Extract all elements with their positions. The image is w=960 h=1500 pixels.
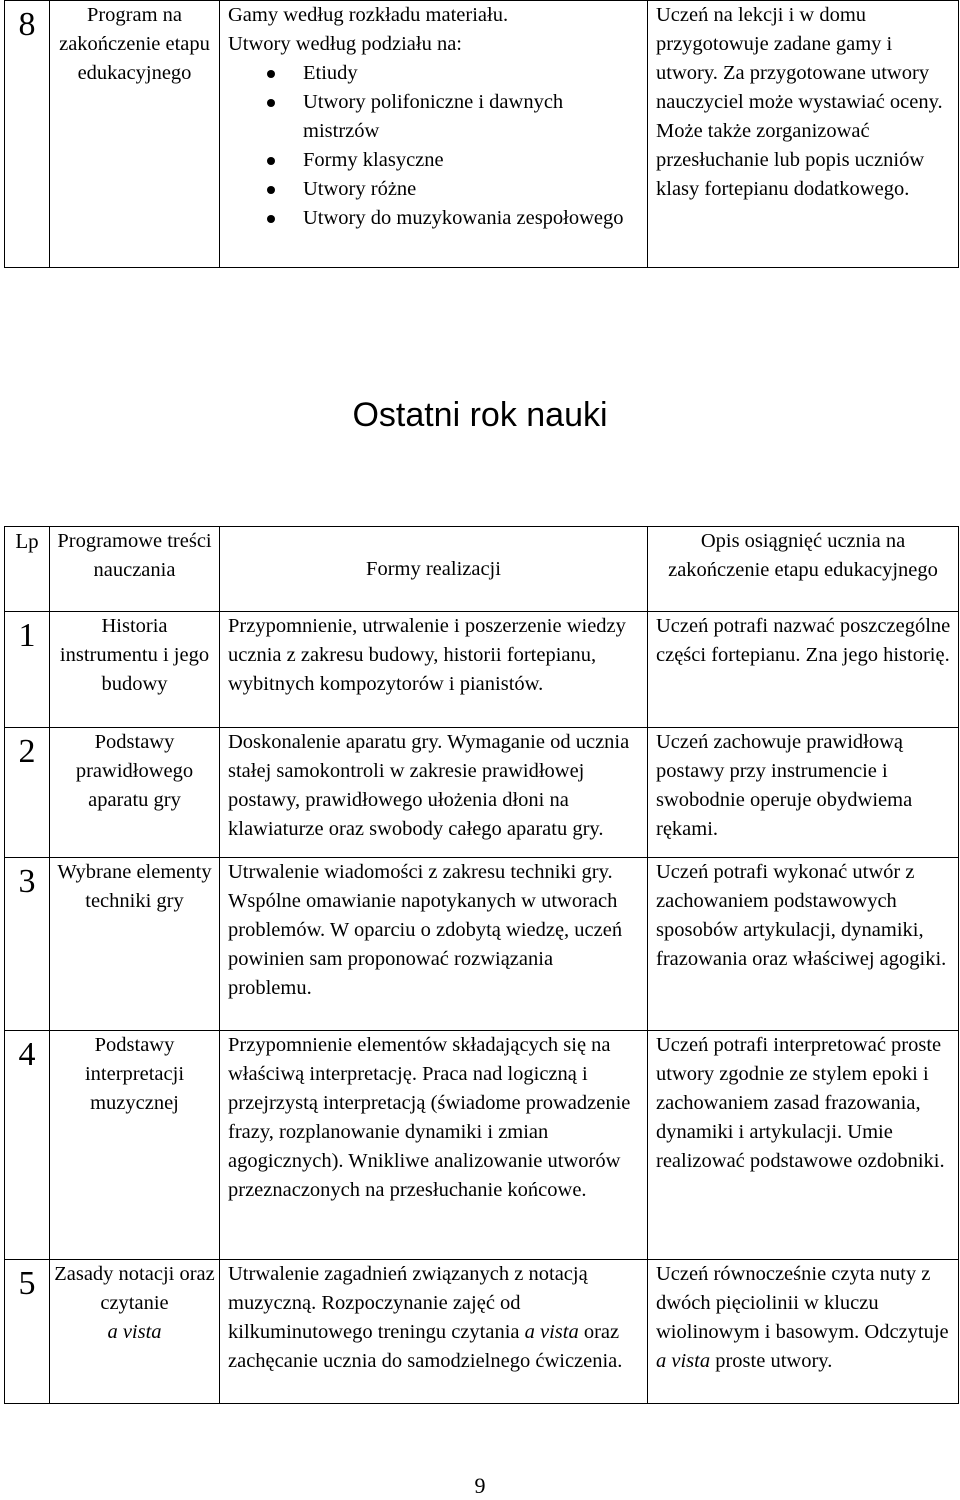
list-item: Utwory różne bbox=[228, 175, 641, 204]
row-number: 2 bbox=[5, 728, 50, 858]
header-forms: Formy realizacji bbox=[220, 527, 648, 612]
outcomes-cell bbox=[648, 1260, 959, 1404]
outcomes-cell: Uczeń zachowuje prawidłową postawy przy instrumencie i swobodnie operuje obydwiema rękami. bbox=[648, 728, 959, 858]
outcomes-text-a: Uczeń równocześnie czyta nuty z dwóch pięciolinii w kluczu wiolinowym i basowym. Odczytuje bbox=[656, 1263, 949, 1343]
content-text: Zasady notacji oraz czytanie bbox=[54, 1263, 215, 1314]
content-cell: Wybrane elementy techniki gry bbox=[50, 858, 220, 1031]
row-number: 3 bbox=[5, 858, 50, 1031]
header-content: Programowe treści nauczania bbox=[50, 527, 220, 612]
outcomes-cell: Uczeń potrafi nazwać poszczególne części fortepianu. Zna jego historię. bbox=[648, 612, 959, 728]
table-row bbox=[5, 1260, 959, 1404]
row-number: 8 bbox=[5, 1, 50, 268]
outcome-cell: Uczeń na lekcji i w domu przygotowuje zadane gamy i utwory. Za przygotowane utwory nauczyciel może wystawiać oceny. Może także zorganizować przesłuchanie lub popis uczniów klasy fortepianu dodatkowego. bbox=[648, 1, 959, 268]
table-row bbox=[5, 1031, 959, 1260]
outcomes-cell: Uczeń potrafi wykonać utwór z zachowaniem podstawowych sposobów artykulacji, dynamiki, frazowania oraz właściwej agogiki. bbox=[648, 858, 959, 1031]
list-item: Utwory do muzykowania zespołowego bbox=[228, 204, 641, 233]
content-cell: Podstawy interpretacji muzycznej bbox=[50, 1031, 220, 1260]
bullet-list bbox=[228, 59, 641, 233]
list-item: Etiudy bbox=[228, 59, 641, 88]
top-table bbox=[4, 0, 959, 268]
header-outcomes: Opis osiągnięć ucznia na zakończenie etapu edukacyjnego bbox=[648, 527, 959, 612]
forms-intro-2: Utwory według podziału na: bbox=[228, 33, 462, 55]
forms-cell: Doskonalenie aparatu gry. Wymaganie od ucznia stałej samokontroli w zakresie prawidłowej postawy, prawidłowego ułożenia dłoni na klawiaturze oraz swobody całego aparatu gry. bbox=[220, 728, 648, 858]
list-item: Utwory polifoniczne i dawnych mistrzów bbox=[228, 88, 641, 146]
section-title: Ostatni rok nauki bbox=[352, 396, 608, 434]
table-row bbox=[5, 728, 959, 858]
content-cell bbox=[50, 1260, 220, 1404]
forms-cell: Przypomnienie, utrwalenie i poszerzenie wiedzy ucznia z zakresu budowy, historii fortepianu, wybitnych kompozytorów i pianistów. bbox=[220, 612, 648, 728]
topic-cell: Program na zakończenie etapu edukacyjnego bbox=[50, 1, 220, 268]
row-number: 4 bbox=[5, 1031, 50, 1260]
table-row bbox=[5, 858, 959, 1031]
page-number: 9 bbox=[474, 1473, 486, 1498]
italic-term: a vista bbox=[524, 1321, 579, 1343]
forms-intro-1: Gamy według rozkładu materiału. bbox=[228, 4, 509, 26]
table-row bbox=[5, 1, 959, 268]
forms-cell bbox=[220, 1, 648, 268]
content-cell: Historia instrumentu i jego budowy bbox=[50, 612, 220, 728]
forms-cell: Przypomnienie elementów składających się na właściwą interpretację. Praca nad logiczną i przejrzystą interpretacją (świadome prowadzenie frazy, rozplanowanie dynamiki i zmian agogicznych). Wnikliwe analizowanie utworów przeznaczonych na przesłuchanie końcowe. bbox=[220, 1031, 648, 1260]
outcomes-cell: Uczeń potrafi interpretować proste utwory zgodnie ze stylem epoki i zachowaniem zasad frazowania, dynamiki i artykulacji. Umie realizować podstawowe ozdobniki. bbox=[648, 1031, 959, 1260]
header-lp: Lp bbox=[5, 527, 50, 612]
forms-text-b: oraz zachęcanie ucznia do samodzielnego ćwiczenia. bbox=[228, 1321, 623, 1372]
row-number: 1 bbox=[5, 612, 50, 728]
list-item: Formy klasyczne bbox=[228, 146, 641, 175]
table-row bbox=[5, 612, 959, 728]
row-number: 5 bbox=[5, 1260, 50, 1404]
italic-term: a vista bbox=[656, 1350, 711, 1372]
forms-text-a: Utrwalenie zagadnień związanych z notacją muzyczną. Rozpoczynanie zajęć od kilkuminutowego treningu czytania bbox=[228, 1263, 588, 1343]
curriculum-table bbox=[4, 526, 959, 1404]
forms-cell bbox=[220, 1260, 648, 1404]
header-row bbox=[5, 527, 959, 612]
italic-term: a vista bbox=[107, 1321, 162, 1343]
outcomes-text-b: proste utwory. bbox=[715, 1350, 833, 1372]
content-cell: Podstawy prawidłowego aparatu gry bbox=[50, 728, 220, 858]
forms-cell: Utrwalenie wiadomości z zakresu techniki gry. Wspólne omawianie napotykanych w utworach problemów. W oparciu o zdobytą wiedzę, uczeń powinien sam proponować rozwiązania problemu. bbox=[220, 858, 648, 1031]
